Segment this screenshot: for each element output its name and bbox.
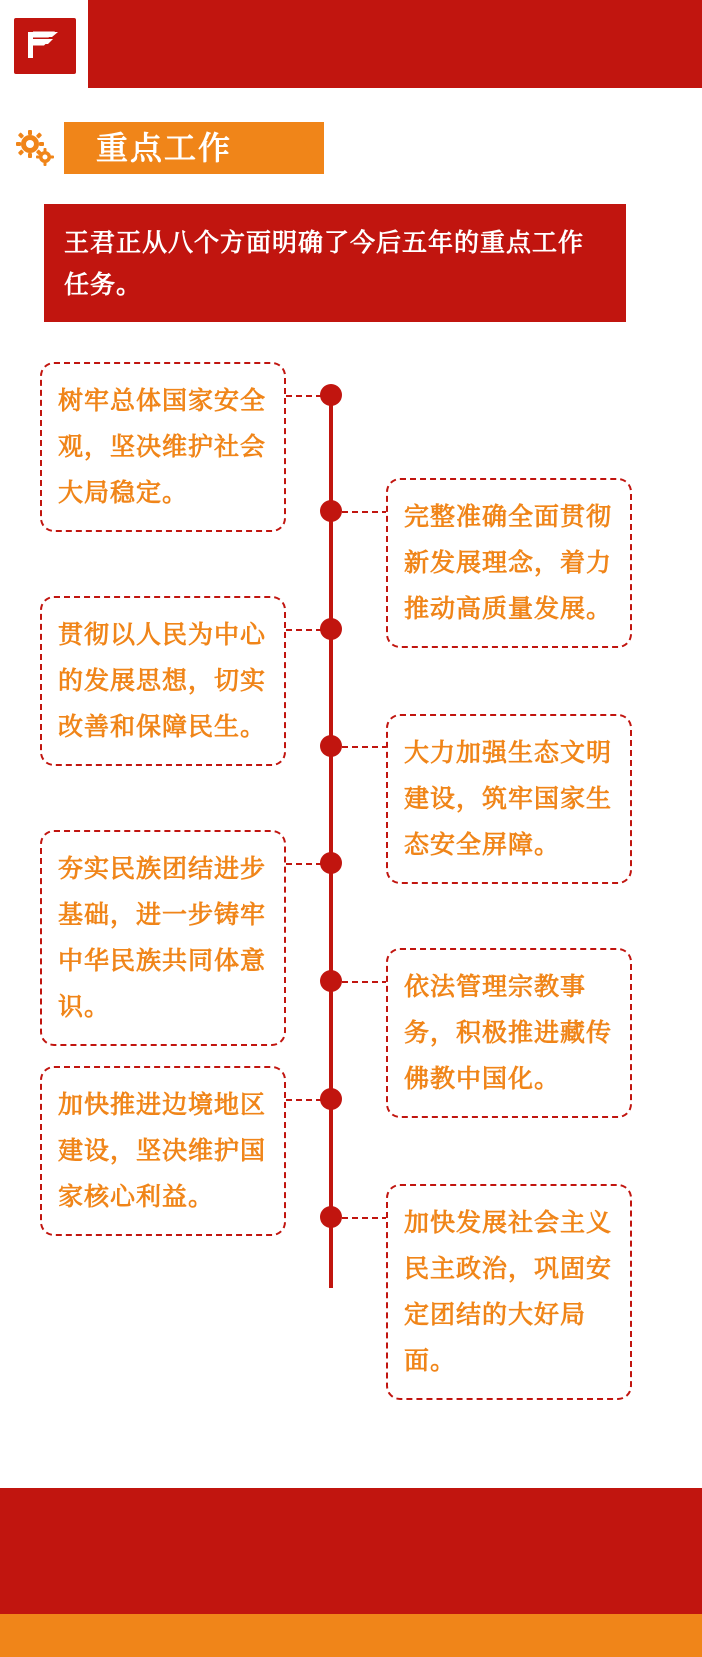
timeline-connector	[286, 629, 322, 631]
timeline-dot	[320, 735, 342, 757]
timeline-dot	[320, 1088, 342, 1110]
timeline-card-text: 加快推进边境地区建设，坚决维护国家核心利益。	[58, 1091, 267, 1211]
timeline-connector	[286, 395, 322, 397]
section-title	[8, 122, 338, 176]
timeline-dot	[320, 970, 342, 992]
lead-paragraph-box	[44, 204, 626, 322]
section-title-text: 重点工作	[96, 130, 233, 166]
party-emblem-svg	[14, 18, 76, 74]
timeline-card-text: 大力加强生态文明建设，筑牢国家生态安全屏障。	[404, 739, 613, 859]
timeline-card[interactable]	[40, 830, 286, 1046]
timeline-dot	[320, 384, 342, 406]
timeline-card[interactable]	[40, 362, 286, 532]
timeline-card[interactable]	[386, 948, 632, 1118]
gears-icon	[14, 126, 60, 172]
timeline-card[interactable]	[40, 1066, 286, 1236]
section-title-slant	[294, 122, 320, 174]
timeline-card-text: 依法管理宗教事务，积极推进藏传佛教中国化。	[404, 973, 613, 1093]
footer-red-bar	[0, 1488, 702, 1614]
timeline-card[interactable]	[40, 596, 286, 766]
lead-paragraph-text: 王君正从八个方面明确了今后五年的重点工作任务。	[64, 229, 585, 299]
timeline-connector	[286, 1099, 322, 1101]
timeline-connector	[342, 511, 388, 513]
timeline-card-text: 贯彻以人民为中心的发展思想，切实改善和保障民生。	[58, 621, 267, 741]
timeline-connector	[342, 1217, 388, 1219]
timeline-card-text: 树牢总体国家安全观，坚决维护社会大局稳定。	[58, 387, 267, 507]
timeline-card[interactable]	[386, 714, 632, 884]
timeline-dot	[320, 500, 342, 522]
section-title-banner	[64, 122, 324, 174]
timeline-card-text: 完整准确全面贯彻新发展理念，着力推动高质量发展。	[404, 503, 613, 623]
timeline-connector	[342, 981, 388, 983]
party-emblem-icon	[14, 18, 76, 74]
timeline-connector	[286, 863, 322, 865]
header-bar	[0, 0, 702, 88]
timeline-connector	[342, 746, 388, 748]
timeline-dot	[320, 1206, 342, 1228]
footer-orange-bar	[0, 1614, 702, 1657]
timeline-dot	[320, 852, 342, 874]
timeline-card-text: 加快发展社会主义民主政治，巩固安定团结的大好局面。	[404, 1209, 613, 1375]
timeline	[0, 340, 702, 1450]
timeline-axis	[329, 390, 333, 1288]
timeline-card-text: 夯实民族团结进步基础，进一步铸牢中华民族共同体意识。	[58, 855, 267, 1021]
timeline-card[interactable]	[386, 478, 632, 648]
timeline-card[interactable]	[386, 1184, 632, 1400]
timeline-dot	[320, 618, 342, 640]
